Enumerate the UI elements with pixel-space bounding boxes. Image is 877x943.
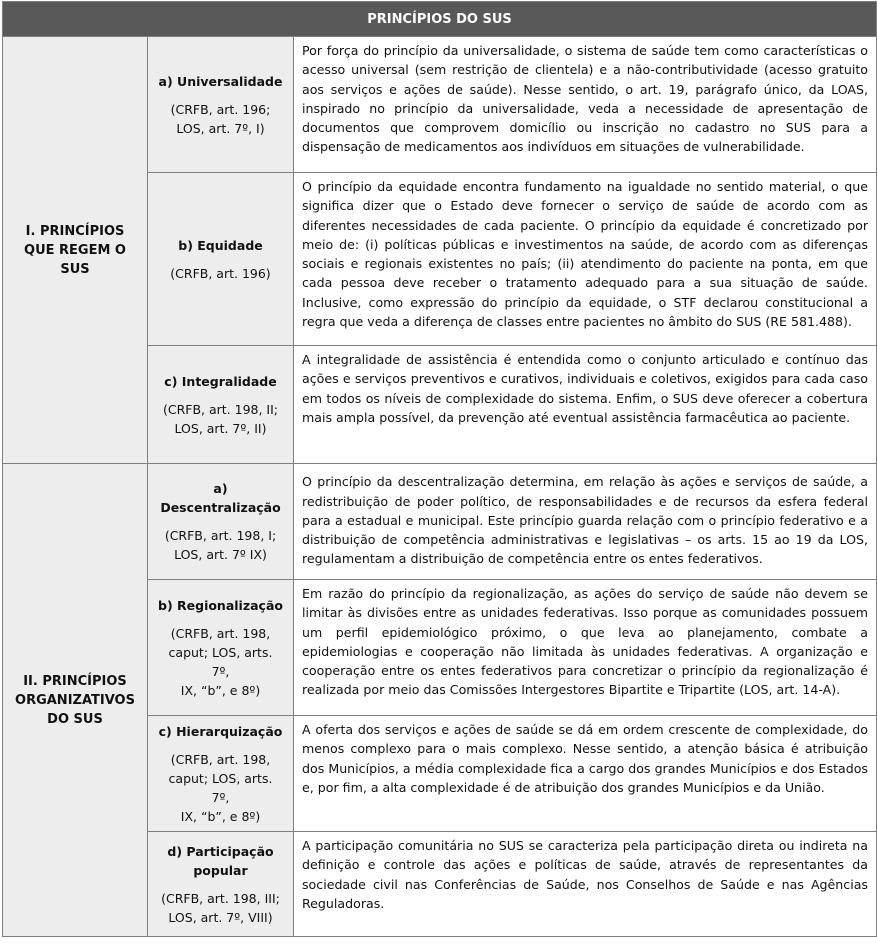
table-title: PRINCÍPIOS DO SUS: [3, 2, 877, 37]
table-header-row: [3, 2, 877, 37]
principle-cell: [148, 716, 294, 832]
principle-description: A participação comunitária no SUS se caracteriza pela participação direta ou indireta na definição e controle das ações e políticas de saúde, através de representantes da sociedade civil nas Conferências de Saúde, nos Conselhos de Saúde e nas Agências Reguladoras.: [294, 832, 877, 937]
principle-description: A integralidade de assistência é entendida como o conjunto articulado e contínuo das ações e serviços preventivos e curativos, individuais e coletivos, exigidos para cada caso em todos os níveis de complexidade do sistema. Enfim, o SUS deve oferecer a cobertura mais ampla possível, da prevenção até eventual assistência farmacêutica ao paciente.: [294, 346, 877, 464]
table-row: [3, 464, 877, 580]
table-row: [3, 37, 877, 173]
principle-reference: (CRFB, art. 196; LOS, art. 7º, I): [170, 101, 271, 136]
principle-name: b) Equidade: [178, 237, 263, 253]
principle-name: c) Hierarquização: [158, 723, 283, 739]
principle-description: A oferta dos serviços e ações de saúde se dá em ordem crescente de complexidade, do menos complexo para o mais complexo. Nesse sentido, a atenção básica é atribuição dos Municípios, a média complexidade fica a cargo dos grandes Municípios e dos Estados e, por fim, a alta complexidade é de atribuição dos grandes Municípios e da União.: [294, 716, 877, 832]
principle-cell: [148, 580, 294, 716]
principle-reference: (CRFB, art. 198, caput; LOS, arts. 7º, IX, “b”, e 8º): [168, 625, 273, 698]
group-label-regem: I. PRINCÍPIOS QUE REGEM O SUS: [3, 37, 148, 464]
principle-cell: [148, 173, 294, 346]
principle-cell: [148, 37, 294, 173]
principle-name: c) Integralidade: [164, 373, 277, 389]
principle-reference: (CRFB, art. 198, caput; LOS, arts. 7º, IX, “b”, e 8º): [168, 751, 273, 824]
principle-name: a) Descentralização: [160, 481, 281, 515]
group-label-organizativos: II. PRINCÍPIOS ORGANIZATIVOS DO SUS: [3, 464, 148, 937]
principle-cell: [148, 346, 294, 464]
principle-description: O princípio da equidade encontra fundamento na igualdade no sentido material, o que significa dizer que o Estado deve fornecer o serviço de saúde de acordo com as diferentes necessidades de cada paciente. O princípio da equidade é concretizado por meio de: (i) políticas públicas e investimentos na saúde, de acordo com as diferenças sociais e regionais existentes no país; (ii) atendimento do paciente na ponta, em que cada pessoa deve receber o tratamento adequado para a sua situação de saúde. Inclusive, como expressão do princípio da equidade, o STF declarou constitucional a regra que veda a diferença de classes entre pacientes no âmbito do SUS (RE 581.488).: [294, 173, 877, 346]
principle-reference: (CRFB, art. 198, II; LOS, art. 7º, II): [162, 401, 279, 436]
principle-cell: [148, 464, 294, 580]
principle-name: d) Participação popular: [167, 843, 274, 878]
principle-description: Em razão do princípio da regionalização, as ações do serviço de saúde não devem se limitar às divisões entre as unidades federativas. Isso porque as comunidades possuem um perfil epidemiológico próximo, o que leva ao planejamento, combate a epidemiologias e cooperação não limitada às unidades federativas. A organização e cooperação entre os entes federativos para concretizar o princípio da regionalização é realizada por meio das Comissões Intergestores Bipartite e Tripartite (LOS, art. 14-A).: [294, 580, 877, 716]
principle-reference: (CRFB, art. 198, III; LOS, art. 7º, VIII): [161, 890, 280, 925]
principle-name: a) Universalidade: [158, 73, 283, 89]
principle-reference: (CRFB, art. 196): [170, 265, 271, 281]
principle-reference: (CRFB, art. 198, I; LOS, art. 7º IX): [164, 528, 277, 562]
principle-description: Por força do princípio da universalidade, o sistema de saúde tem como características o acesso universal (sem restrição de clientela) e a não-contributividade (acesso gratuito aos serviços e ações de saúde). Nesse sentido, o art. 19, parágrafo único, da LOAS, inspirado no princípio da universalidade, veda a necessidade de apresentação de documentos que comprovem domicílio ou inscrição no cadastro no SUS para a dispensação de medicamentos aos indivíduos em situações de vulnerabilidade.: [294, 37, 877, 173]
principios-table: [2, 1, 877, 937]
principle-description: O princípio da descentralização determina, em relação às ações e serviços de saúde, a redistribuição de poder político, de responsabilidades e de recursos da esfera federal para a estadual e municipal. Este princípio guarda relação com o princípio federativo e a distribuição de competência administrativas e legislativas – os arts. 15 ao 19 da LOS, regulamentam a distribuição de competência entre os entes federativos.: [294, 464, 877, 580]
principle-cell: [148, 832, 294, 937]
principle-name: b) Regionalização: [158, 597, 283, 613]
